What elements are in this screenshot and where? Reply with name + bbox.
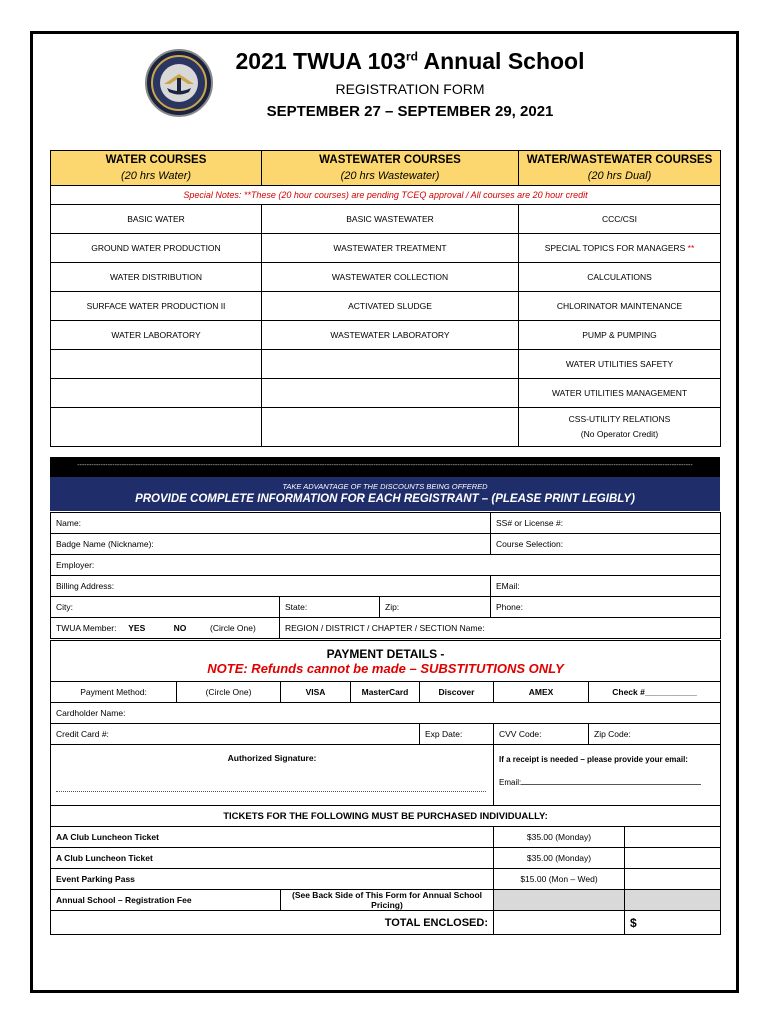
course-checkbox[interactable]: WASTEWATER TREATMENT: [262, 234, 519, 263]
cardholder-field[interactable]: Cardholder Name:: [51, 703, 721, 724]
fee-gray-cell: [494, 890, 625, 911]
state-field[interactable]: State:: [280, 597, 380, 618]
special-notes: Special Notes: **These (20 hour courses) are pending TCEQ approval / All courses are 20 hour credit: [51, 186, 721, 205]
form-subtitle: REGISTRATION FORM: [335, 81, 485, 97]
ticket-price: $35.00 (Monday): [494, 827, 625, 848]
signature-field[interactable]: Authorized Signature:: [51, 745, 494, 806]
total-amount-field[interactable]: $: [625, 911, 721, 935]
course-empty-cell: [262, 379, 519, 408]
mastercard-option[interactable]: MasterCard: [351, 682, 420, 703]
exp-date-field[interactable]: Exp Date:: [420, 724, 494, 745]
email-field[interactable]: EMail:: [491, 576, 721, 597]
course-table: [50, 150, 721, 447]
billing-address-field[interactable]: Billing Address:: [51, 576, 491, 597]
member-choice[interactable]: TWUA Member: YES NO (Circle One): [51, 618, 280, 639]
course-selection-field[interactable]: Course Selection:: [491, 534, 721, 555]
cvv-field[interactable]: CVV Code:: [494, 724, 589, 745]
course-empty-cell: [262, 408, 519, 447]
ticket-amount-field[interactable]: [625, 869, 721, 890]
course-checkbox[interactable]: ACTIVATED SLUDGE: [262, 292, 519, 321]
course-checkbox[interactable]: BASIC WASTEWATER: [262, 205, 519, 234]
payment-table: [50, 640, 721, 935]
course-checkbox[interactable]: WATER DISTRIBUTION: [51, 263, 262, 292]
ticket-label: A Club Luncheon Ticket: [51, 848, 494, 869]
course-header-row: [51, 151, 721, 186]
registration-fee-note: (See Back Side of This Form for Annual School Pricing): [281, 890, 494, 911]
course-checkbox[interactable]: PUMP & PUMPING: [519, 321, 721, 350]
ticket-price: $35.00 (Monday): [494, 848, 625, 869]
course-checkbox[interactable]: WATER UTILITIES MANAGEMENT: [519, 379, 721, 408]
course-empty-cell: [262, 350, 519, 379]
discount-text: TAKE ADVANTAGE OF THE DISCOUNTS BEING OFFERED: [282, 482, 488, 491]
course-empty-cell: [51, 379, 262, 408]
badge-name-field[interactable]: Badge Name (Nickname):: [51, 534, 491, 555]
registration-fee-amount[interactable]: [625, 890, 721, 911]
event-dates: SEPTEMBER 27 – SEPTEMBER 29, 2021: [266, 103, 554, 120]
total-label: TOTAL ENCLOSED:: [51, 911, 494, 935]
ticket-amount-field[interactable]: [625, 827, 721, 848]
phone-field[interactable]: Phone:: [491, 597, 721, 618]
refund-note: NOTE: Refunds cannot be made – SUBSTITUTIONS ONLY: [207, 660, 564, 676]
ticket-label: Event Parking Pass: [51, 869, 494, 890]
region-field[interactable]: REGION / DISTRICT / CHAPTER / SECTION Name:: [280, 618, 721, 639]
course-checkbox[interactable]: WATER UTILITIES SAFETY: [519, 350, 721, 379]
employer-field[interactable]: Employer:: [51, 555, 721, 576]
column-header-water: WATER COURSES (20 hrs Water): [51, 151, 262, 186]
check-number-option[interactable]: Check #___________: [589, 682, 721, 703]
page-title: 2021 TWUA 103rd Annual School: [235, 48, 585, 74]
course-checkbox[interactable]: CHLORINATOR MAINTENANCE: [519, 292, 721, 321]
column-header-dual: WATER/WASTEWATER COURSES (20 hrs Dual): [519, 151, 721, 186]
registrant-banner: [50, 477, 720, 511]
license-field[interactable]: SS# or License #:: [491, 513, 721, 534]
payment-heading: PAYMENT DETAILS - NOTE: Refunds cannot be made – SUBSTITUTIONS ONLY: [51, 641, 721, 682]
course-checkbox[interactable]: CSS-UTILITY RELATIONS (No Operator Credit): [519, 408, 721, 447]
city-field[interactable]: City:: [51, 597, 280, 618]
ticket-price: $15.00 (Mon – Wed): [494, 869, 625, 890]
ticket-label: AA Club Luncheon Ticket: [51, 827, 494, 848]
course-checkbox[interactable]: WATER LABORATORY: [51, 321, 262, 350]
discount-divider: ------------------------------------------------------------------------------------------------------------------------------------------------------------------------------------------------------------------------------------------------------------------------: [50, 457, 720, 477]
course-checkbox[interactable]: BASIC WATER: [51, 205, 262, 234]
tickets-heading: TICKETS FOR THE FOLLOWING MUST BE PURCHASED INDIVIDUALLY:: [51, 806, 721, 827]
registrant-instruction: PROVIDE COMPLETE INFORMATION FOR EACH REGISTRANT – (PLEASE PRINT LEGIBLY): [135, 493, 635, 505]
course-checkbox[interactable]: WASTEWATER COLLECTION: [262, 263, 519, 292]
column-header-wastewater: WASTEWATER COURSES (20 hrs Wastewater): [262, 151, 519, 186]
member-no-option[interactable]: NO: [173, 623, 187, 633]
course-empty-cell: [51, 350, 262, 379]
amex-option[interactable]: AMEX: [494, 682, 589, 703]
ticket-amount-field[interactable]: [625, 848, 721, 869]
course-empty-cell: [51, 408, 262, 447]
course-checkbox[interactable]: WASTEWATER LABORATORY: [262, 321, 519, 350]
visa-option[interactable]: VISA: [281, 682, 351, 703]
credit-card-field[interactable]: Credit Card #:: [51, 724, 420, 745]
course-checkbox[interactable]: CALCULATIONS: [519, 263, 721, 292]
payment-method-label: Payment Method:: [51, 682, 177, 703]
circle-one-label: (Circle One): [177, 682, 281, 703]
course-checkbox[interactable]: CCC/CSI: [519, 205, 721, 234]
registration-fee-label: Annual School – Registration Fee: [51, 890, 281, 911]
course-checkbox[interactable]: SURFACE WATER PRODUCTION II: [51, 292, 262, 321]
course-checkbox[interactable]: GROUND WATER PRODUCTION: [51, 234, 262, 263]
member-yes-option[interactable]: YES: [128, 623, 146, 633]
total-spacer: [494, 911, 625, 935]
receipt-email-field[interactable]: If a receipt is needed – please provide your email: Email:: [494, 745, 721, 806]
card-zip-field[interactable]: Zip Code:: [589, 724, 721, 745]
discover-option[interactable]: Discover: [420, 682, 494, 703]
course-checkbox[interactable]: SPECIAL TOPICS FOR MANAGERS **: [519, 234, 721, 263]
zip-field[interactable]: Zip:: [380, 597, 491, 618]
registrant-table: [50, 512, 721, 639]
name-field[interactable]: Name:: [51, 513, 491, 534]
